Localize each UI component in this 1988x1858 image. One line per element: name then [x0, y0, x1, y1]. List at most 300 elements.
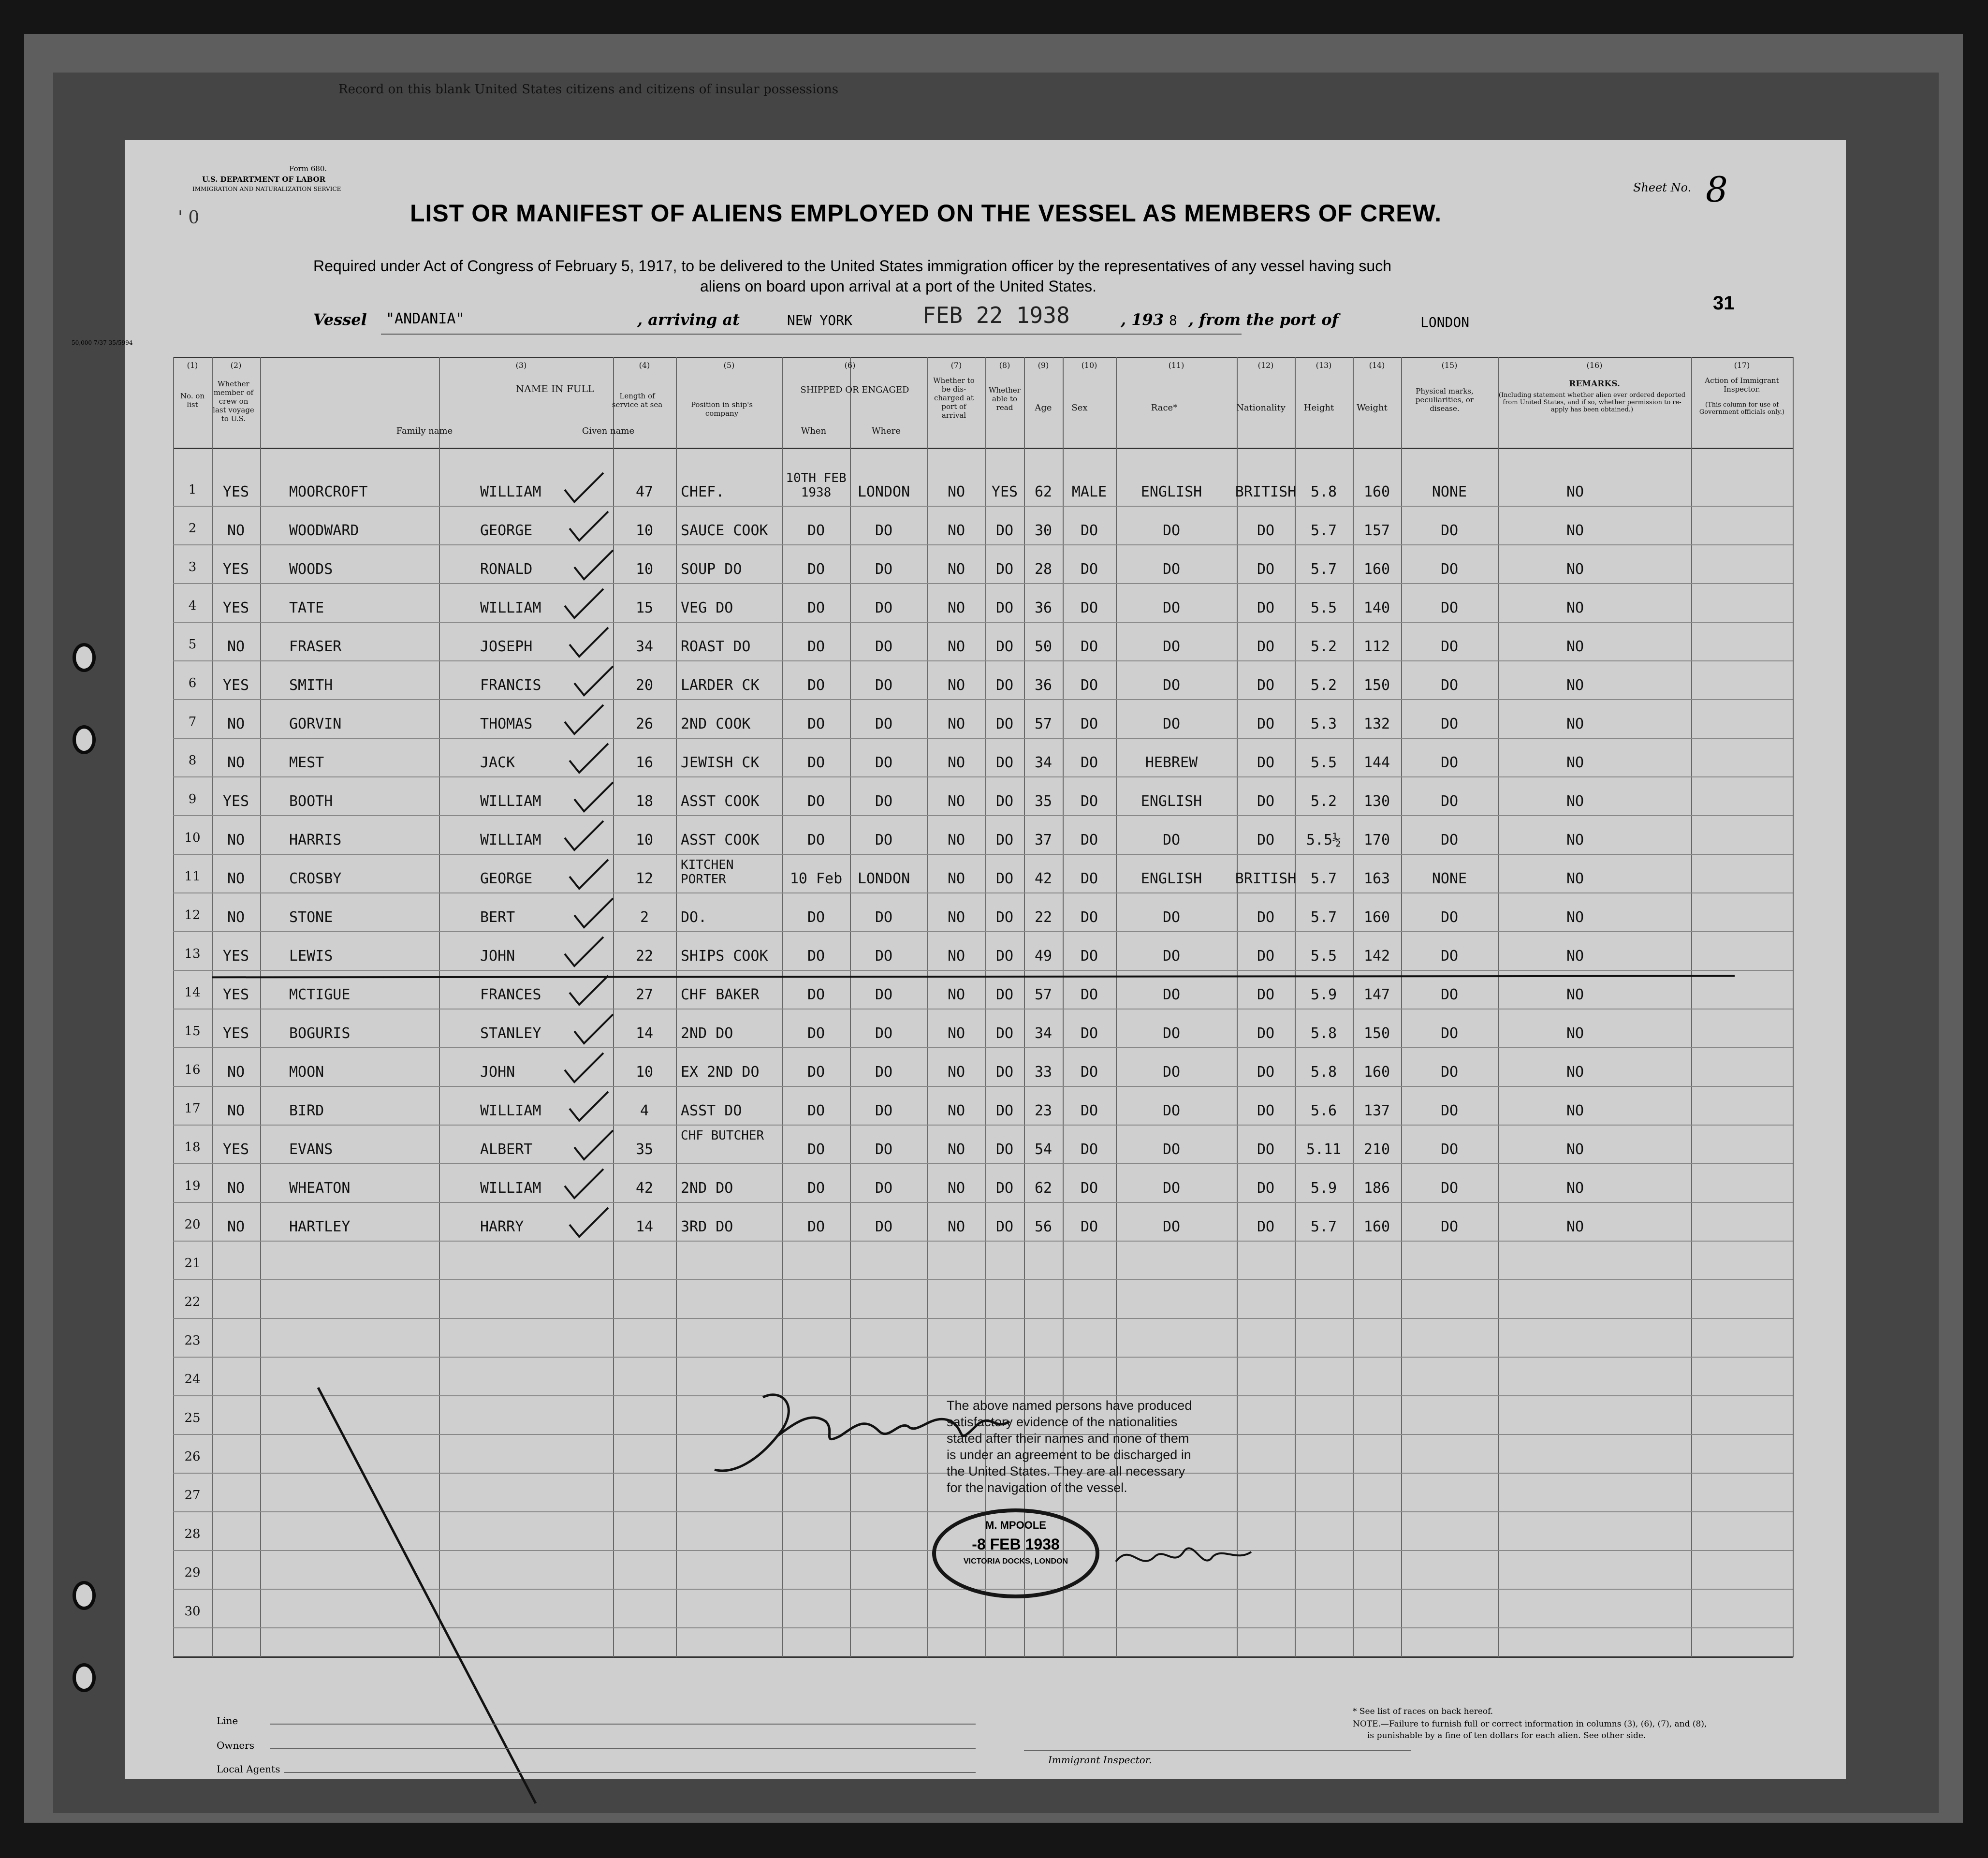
- row-number: 28: [184, 1527, 201, 1541]
- cell-marks: DO: [1440, 1064, 1459, 1081]
- declaration-line: The above named persons have produced: [947, 1398, 1192, 1413]
- cell-discharged: NO: [947, 522, 965, 539]
- cell-race: DO: [1162, 677, 1181, 694]
- cell-race: DO: [1162, 638, 1181, 655]
- cell-when: DO: [807, 1218, 825, 1235]
- cell-family: WOODS: [289, 561, 333, 578]
- cell-height: 5.8: [1310, 1064, 1337, 1081]
- cell-family: STONE: [289, 909, 333, 926]
- cell-position: CHF BUTCHER: [681, 1128, 764, 1143]
- cell-race: ENGLISH: [1140, 870, 1202, 887]
- cell-where: DO: [875, 677, 893, 694]
- manifest-sheet: [72, 140, 1846, 1779]
- stamp-top-text: M. MPOOLE: [985, 1519, 1046, 1531]
- arriving-port: NEW YORK: [787, 312, 852, 328]
- cell-race: DO: [1162, 1218, 1181, 1235]
- row-number: 26: [184, 1449, 201, 1464]
- cell-position: ASST COOK: [681, 832, 760, 849]
- cell-when: DO: [807, 561, 825, 578]
- cell-discharged: NO: [947, 1064, 965, 1081]
- cell-position: SHIPS COOK: [681, 948, 768, 965]
- header-able-to-read: Whether able to read: [989, 386, 1021, 412]
- cell-age: 23: [1034, 1102, 1052, 1119]
- row-number: 3: [188, 560, 197, 574]
- cell-crew: YES: [222, 986, 249, 1003]
- row-line: [173, 622, 1793, 623]
- column-number: (16): [1586, 361, 1603, 370]
- cell-marks: DO: [1440, 948, 1459, 965]
- cell-weight: 144: [1363, 754, 1390, 771]
- cell-given: WILLIAM: [480, 1102, 541, 1119]
- cell-family: TATE: [289, 600, 324, 616]
- cell-weight: 112: [1363, 638, 1390, 655]
- row-line: [173, 970, 1793, 971]
- cell-remarks: NO: [1566, 1064, 1584, 1081]
- cell-height: 5.2: [1310, 638, 1337, 655]
- header-sex: Sex: [1071, 403, 1088, 413]
- cell-read: DO: [995, 1102, 1014, 1119]
- cell-family: BIRD: [289, 1102, 324, 1119]
- row-number: 20: [184, 1217, 201, 1232]
- cell-age: 36: [1034, 677, 1052, 694]
- cell-age: 54: [1034, 1141, 1052, 1158]
- cell-given: FRANCIS: [480, 677, 541, 694]
- cell-given: ALBERT: [480, 1141, 533, 1158]
- header-name-in-full: NAME IN FULL: [515, 383, 595, 395]
- cell-weight: 160: [1363, 1064, 1390, 1081]
- cell-service: 27: [635, 986, 654, 1003]
- header-when: When: [801, 426, 827, 436]
- cell-family: FRASER: [289, 638, 342, 655]
- cell-remarks: NO: [1566, 522, 1584, 539]
- cell-remarks: NO: [1566, 600, 1584, 616]
- binder-ring: [73, 643, 96, 672]
- cell-when: DO: [807, 754, 825, 771]
- column-divider: [1295, 357, 1296, 1657]
- cell-when: DO: [807, 677, 825, 694]
- cell-position: 2ND COOK: [681, 716, 751, 732]
- cell-weight: 170: [1363, 832, 1390, 849]
- header-physical-marks: Physical marks, peculiarities, or disease.: [1415, 387, 1474, 413]
- cell-discharged: NO: [947, 1180, 965, 1197]
- column-number: (10): [1081, 361, 1097, 370]
- cell-sex: DO: [1080, 1025, 1098, 1042]
- owners-label: Owners: [217, 1740, 255, 1751]
- corner-mark: ' 0: [178, 208, 200, 228]
- cell-when: DO: [807, 522, 825, 539]
- cell-where: DO: [875, 716, 893, 732]
- cell-family: EVANS: [289, 1141, 333, 1158]
- row-number: 21: [184, 1256, 201, 1271]
- cell-crew: NO: [227, 1102, 245, 1119]
- check-mark-icon: [567, 625, 611, 659]
- cell-race: DO: [1162, 600, 1181, 616]
- cell-when: DO: [807, 1180, 825, 1197]
- cell-marks: DO: [1440, 522, 1459, 539]
- cell-weight: 132: [1363, 716, 1390, 732]
- cell-weight: 163: [1363, 870, 1390, 887]
- cell-marks: DO: [1440, 1141, 1459, 1158]
- inspector-field: [1024, 1750, 1411, 1751]
- cell-when: 10TH FEB 1938: [786, 471, 847, 500]
- cell-height: 5.8: [1310, 1025, 1337, 1042]
- cell-given: FRANCES: [480, 986, 541, 1003]
- cell-race: DO: [1162, 909, 1181, 926]
- check-mark-icon: [572, 780, 615, 814]
- cell-nationality: DO: [1257, 986, 1275, 1003]
- cell-position: 3RD DO: [681, 1218, 733, 1235]
- side-number: 31: [1713, 293, 1735, 314]
- cell-sex: DO: [1080, 832, 1098, 849]
- cell-sex: DO: [1080, 986, 1098, 1003]
- cell-discharged: NO: [947, 483, 965, 500]
- check-mark-icon: [567, 973, 611, 1007]
- cell-crew: YES: [222, 793, 249, 810]
- cell-discharged: NO: [947, 600, 965, 616]
- cell-discharged: NO: [947, 1141, 965, 1158]
- row-number: 12: [184, 908, 201, 922]
- cell-weight: 150: [1363, 677, 1390, 694]
- cell-position: VEG DO: [681, 600, 733, 616]
- cell-crew: NO: [227, 638, 245, 655]
- cell-discharged: NO: [947, 677, 965, 694]
- header-crew-last-voyage: Whether member of crew on last voyage to U.S.: [213, 380, 254, 423]
- row-line: [173, 1047, 1793, 1048]
- cell-marks: DO: [1440, 716, 1459, 732]
- cell-age: 22: [1034, 909, 1052, 926]
- cell-height: 5.8: [1310, 483, 1337, 500]
- line-field: [270, 1724, 976, 1725]
- check-mark-icon: [562, 819, 606, 852]
- cell-nationality: DO: [1257, 1102, 1275, 1119]
- cell-race: HEBREW: [1145, 754, 1198, 771]
- cell-sex: DO: [1080, 909, 1098, 926]
- cell-position: ASST COOK: [681, 793, 760, 810]
- cell-discharged: NO: [947, 1025, 965, 1042]
- cell-given: WILLIAM: [480, 1180, 541, 1197]
- binder-ring: [73, 725, 96, 754]
- cell-position: ASST DO: [681, 1102, 742, 1119]
- cell-remarks: NO: [1566, 754, 1584, 771]
- cell-when: DO: [807, 793, 825, 810]
- row-number: 29: [184, 1565, 201, 1580]
- cell-read: YES: [991, 483, 1018, 500]
- subtitle-line2: aliens on board upon arrival at a port of the United States.: [700, 278, 1097, 295]
- column-number: (6): [844, 361, 856, 370]
- column-divider: [212, 357, 213, 1657]
- from-label: , from the port of: [1188, 310, 1339, 329]
- cell-remarks: NO: [1566, 832, 1584, 849]
- cell-sex: DO: [1080, 561, 1098, 578]
- cell-service: 14: [635, 1025, 654, 1042]
- cell-given: WILLIAM: [480, 600, 541, 616]
- cell-when: 10 Feb: [789, 870, 843, 887]
- note-line2: is punishable by a fine of ten dollars for each alien. See other side.: [1367, 1731, 1646, 1741]
- cell-position: CHEF.: [681, 483, 725, 500]
- cell-weight: 150: [1363, 1025, 1390, 1042]
- cell-sex: DO: [1080, 716, 1098, 732]
- cell-marks: DO: [1440, 793, 1459, 810]
- check-mark-icon: [572, 1128, 615, 1162]
- cell-marks: NONE: [1432, 870, 1467, 887]
- cell-discharged: NO: [947, 561, 965, 578]
- sheet-label: Sheet No.: [1633, 181, 1692, 194]
- column-number: (2): [230, 361, 242, 370]
- date-stamp: FEB 22 1938: [922, 302, 1070, 328]
- column-divider: [260, 357, 261, 1657]
- cell-age: 37: [1034, 832, 1052, 849]
- cell-crew: NO: [227, 716, 245, 732]
- row-number: 2: [188, 521, 197, 536]
- check-mark-icon: [567, 1205, 611, 1239]
- check-mark-icon: [572, 1012, 615, 1046]
- cell-family: HARRIS: [289, 832, 342, 849]
- cell-remarks: NO: [1566, 1025, 1584, 1042]
- cell-sex: DO: [1080, 754, 1098, 771]
- cell-age: 30: [1034, 522, 1052, 539]
- cell-race: ENGLISH: [1140, 483, 1202, 500]
- cell-position: CHF BAKER: [681, 986, 760, 1003]
- cell-weight: 160: [1363, 1218, 1390, 1235]
- row-number: 24: [184, 1372, 201, 1387]
- cell-family: BOGURIS: [289, 1025, 351, 1042]
- from-port: LONDON: [1420, 314, 1470, 330]
- cell-race: DO: [1162, 1180, 1181, 1197]
- cell-service: 12: [635, 870, 654, 887]
- cell-where: DO: [875, 600, 893, 616]
- row-number: 30: [184, 1604, 201, 1619]
- row-line: [173, 1357, 1793, 1358]
- cell-where: DO: [875, 832, 893, 849]
- cell-nationality: DO: [1257, 522, 1275, 539]
- cell-where: DO: [875, 986, 893, 1003]
- cell-where: DO: [875, 638, 893, 655]
- cell-nationality: DO: [1257, 1025, 1275, 1042]
- declaration-line: for the navigation of the vessel.: [947, 1480, 1127, 1495]
- cell-service: 15: [635, 600, 654, 616]
- row-number: 17: [184, 1101, 201, 1116]
- cell-remarks: NO: [1566, 561, 1584, 578]
- column-number: (1): [187, 361, 198, 370]
- row-number: 8: [188, 753, 197, 768]
- cell-given: WILLIAM: [480, 483, 541, 500]
- check-mark-icon: [567, 857, 611, 891]
- row-line: [173, 1279, 1793, 1280]
- cell-remarks: NO: [1566, 793, 1584, 810]
- cell-remarks: NO: [1566, 677, 1584, 694]
- cell-crew: NO: [227, 1218, 245, 1235]
- department: U.S. DEPARTMENT OF LABOR: [202, 175, 326, 184]
- cell-discharged: NO: [947, 1218, 965, 1235]
- cell-position: SAUCE COOK: [681, 522, 768, 539]
- subtitle-line1: Required under Act of Congress of February 5, 1917, to be delivered to the United States immigration officer by the representatives of any vessel having such: [313, 257, 1391, 275]
- stamp-date: -8 FEB 1938: [972, 1536, 1060, 1553]
- cell-family: MOON: [289, 1064, 324, 1081]
- cell-crew: NO: [227, 832, 245, 849]
- cell-service: 14: [635, 1218, 654, 1235]
- cell-remarks: NO: [1566, 1180, 1584, 1197]
- column-number: (8): [999, 361, 1010, 370]
- header-remarks: REMARKS.: [1569, 379, 1620, 389]
- cell-weight: 160: [1363, 483, 1390, 500]
- row-number: 14: [184, 985, 201, 1000]
- cell-where: LONDON: [857, 483, 910, 500]
- cell-nationality: DO: [1257, 909, 1275, 926]
- cell-where: DO: [875, 1025, 893, 1042]
- cell-nationality: DO: [1257, 600, 1275, 616]
- cell-read: DO: [995, 870, 1014, 887]
- column-number: (14): [1369, 361, 1385, 370]
- cell-service: 2: [640, 909, 649, 926]
- sheet-number: 8: [1706, 169, 1728, 210]
- binder-ring: [73, 1581, 96, 1610]
- row-line: [173, 1125, 1793, 1126]
- cell-where: DO: [875, 948, 893, 965]
- cell-marks: DO: [1440, 754, 1459, 771]
- arriving-label: , arriving at: [637, 310, 740, 329]
- row-line: [173, 699, 1793, 700]
- cell-weight: 140: [1363, 600, 1390, 616]
- strike-through-row-10: [212, 975, 1735, 979]
- cell-service: 18: [635, 793, 654, 810]
- cell-discharged: NO: [947, 793, 965, 810]
- cell-service: 16: [635, 754, 654, 771]
- cell-crew: YES: [222, 1141, 249, 1158]
- cell-discharged: NO: [947, 716, 965, 732]
- cell-read: DO: [995, 948, 1014, 965]
- cell-position: 2ND DO: [681, 1180, 733, 1197]
- cell-given: GEORGE: [480, 522, 533, 539]
- cell-given: JOHN: [480, 1064, 515, 1081]
- inspector-label: Immigrant Inspector.: [1048, 1754, 1152, 1766]
- check-mark-icon: [567, 1089, 611, 1123]
- cell-discharged: NO: [947, 948, 965, 965]
- cell-sex: DO: [1080, 1180, 1098, 1197]
- dock-stamp: [932, 1508, 1099, 1598]
- cell-position: DO.: [681, 909, 707, 926]
- cancel-line: [308, 1378, 550, 1813]
- cell-when: DO: [807, 909, 825, 926]
- cell-family: WOODWARD: [289, 522, 359, 539]
- cell-race: DO: [1162, 1102, 1181, 1119]
- row-number: 5: [188, 637, 197, 652]
- cell-service: 26: [635, 716, 654, 732]
- cell-remarks: NO: [1566, 638, 1584, 655]
- cell-position: JEWISH CK: [681, 754, 760, 771]
- cell-height: 5.5½: [1306, 832, 1342, 849]
- column-divider: [1498, 357, 1499, 1657]
- column-number: (11): [1168, 361, 1184, 370]
- note-line1: NOTE.—Failure to furnish full or correct information in columns (3), (6), (7), and (8),: [1353, 1719, 1707, 1729]
- cell-when: DO: [807, 600, 825, 616]
- cell-age: 42: [1034, 870, 1052, 887]
- cell-crew: NO: [227, 870, 245, 887]
- cell-weight: 186: [1363, 1180, 1390, 1197]
- cell-read: DO: [995, 1025, 1014, 1042]
- row-number: 19: [184, 1179, 201, 1193]
- cell-given: HARRY: [480, 1218, 524, 1235]
- cell-sex: DO: [1080, 522, 1098, 539]
- cell-nationality: BRITISH: [1235, 870, 1297, 887]
- cell-where: DO: [875, 1141, 893, 1158]
- cell-service: 10: [635, 522, 654, 539]
- cell-height: 5.7: [1310, 870, 1337, 887]
- cell-where: DO: [875, 1218, 893, 1235]
- cell-position: EX 2ND DO: [681, 1064, 760, 1081]
- cell-when: DO: [807, 638, 825, 655]
- cell-height: 5.7: [1310, 909, 1337, 926]
- cell-marks: DO: [1440, 561, 1459, 578]
- cell-nationality: DO: [1257, 561, 1275, 578]
- row-number: 25: [184, 1411, 201, 1425]
- row-line: [173, 506, 1793, 507]
- service: IMMIGRATION AND NATURALIZATION SERVICE: [192, 186, 341, 192]
- header-no-on-list: No. on list: [180, 392, 205, 409]
- header-inspector-note: (This column for use of Government officials only.): [1699, 401, 1785, 416]
- cell-read: DO: [995, 561, 1014, 578]
- cell-read: DO: [995, 1180, 1014, 1197]
- row-number: 27: [184, 1488, 201, 1503]
- cell-marks: NONE: [1432, 483, 1467, 500]
- cell-age: 33: [1034, 1064, 1052, 1081]
- row-line: [173, 1202, 1793, 1203]
- cell-family: WHEATON: [289, 1180, 351, 1197]
- cell-nationality: DO: [1257, 1064, 1275, 1081]
- cell-sex: DO: [1080, 638, 1098, 655]
- cell-height: 5.5: [1310, 754, 1337, 771]
- cell-remarks: NO: [1566, 1141, 1584, 1158]
- row-number: 16: [184, 1063, 201, 1077]
- row-number: 10: [184, 831, 201, 845]
- cell-height: 5.7: [1310, 561, 1337, 578]
- cell-read: DO: [995, 986, 1014, 1003]
- header-height: Height: [1303, 403, 1334, 413]
- cell-when: DO: [807, 948, 825, 965]
- cell-given: RONALD: [480, 561, 533, 578]
- vessel-name: "ANDANIA": [386, 310, 465, 327]
- header-race: Race*: [1151, 403, 1178, 413]
- cell-where: DO: [875, 522, 893, 539]
- cell-family: HARTLEY: [289, 1218, 351, 1235]
- cell-remarks: NO: [1566, 948, 1584, 965]
- row-line: [173, 738, 1793, 739]
- cell-when: DO: [807, 1102, 825, 1119]
- cell-sex: DO: [1080, 1064, 1098, 1081]
- cell-discharged: NO: [947, 986, 965, 1003]
- cell-read: DO: [995, 832, 1014, 849]
- cell-marks: DO: [1440, 1102, 1459, 1119]
- cell-crew: YES: [222, 1025, 249, 1042]
- column-number: (12): [1257, 361, 1274, 370]
- cell-nationality: DO: [1257, 948, 1275, 965]
- cell-family: MOORCROFT: [289, 483, 368, 500]
- row-number: 11: [184, 869, 201, 884]
- cell-race: ENGLISH: [1140, 793, 1202, 810]
- check-mark-icon: [562, 935, 606, 968]
- header-family-name: Family name: [396, 426, 453, 436]
- cell-weight: 137: [1363, 1102, 1390, 1119]
- cell-given: JOSEPH: [480, 638, 533, 655]
- agents-label: Local Agents: [217, 1763, 280, 1775]
- cell-age: 50: [1034, 638, 1052, 655]
- declaration-line: satisfactory evidence of the nationalities: [947, 1415, 1178, 1429]
- cell-height: 5.7: [1310, 522, 1337, 539]
- cell-given: WILLIAM: [480, 832, 541, 849]
- declaration-line: the United States. They are all necessary: [947, 1464, 1185, 1478]
- cell-marks: DO: [1440, 1218, 1459, 1235]
- cell-nationality: DO: [1257, 716, 1275, 732]
- cell-sex: DO: [1080, 677, 1098, 694]
